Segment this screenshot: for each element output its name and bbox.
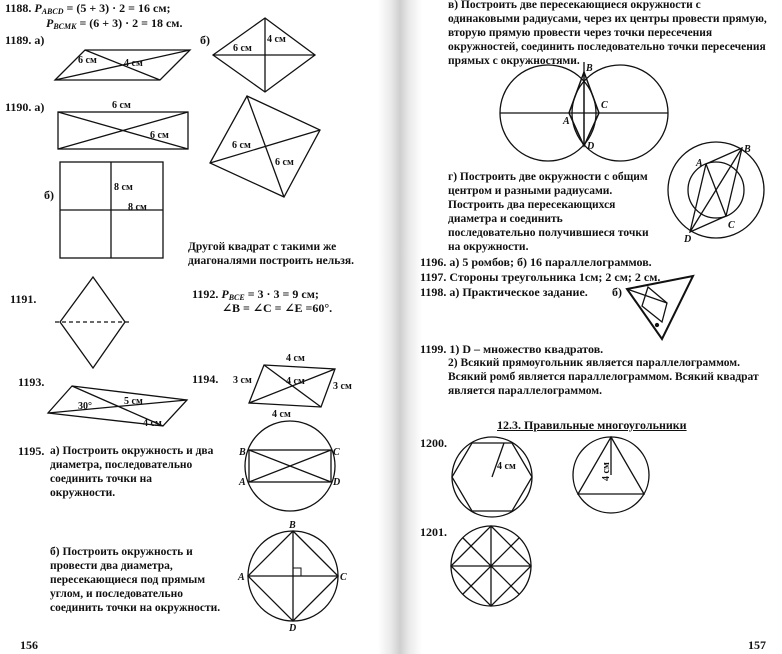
label-1194-diag: 4 см [286, 376, 305, 387]
point-C: C [340, 572, 347, 583]
fig-1200-triangle [573, 437, 649, 513]
label-1193-5cm: 5 см [124, 396, 143, 407]
problem-1190-note: Другой квадрат с такими же диагоналями построить нельзя. [188, 241, 354, 267]
perimeter-symbol: P [34, 1, 42, 15]
point-A: A [238, 572, 245, 583]
problem-1196: 1196. а) 5 ромбов; б) 16 параллелограммов. [420, 255, 652, 269]
label-1189b-4cm: 4 см [267, 34, 286, 45]
page-number-right: 157 [748, 638, 766, 652]
fig-1195b-circle-square [237, 520, 347, 634]
label-1194-top: 4 см [286, 353, 305, 364]
problem-1189-b-label: б) [200, 33, 210, 47]
problem-1195-b-text: б) Построить окружность и провести два диаметра, пересекающиеся под прямым углом, и последовательно соединить точки на окружности. [50, 546, 221, 614]
label-1193-angle: 30° [78, 401, 92, 412]
formula-text: = (6 + 3) · 2 = 18 см. [79, 16, 183, 30]
fig-1189b-rhombus [213, 18, 315, 92]
problem-number: 1188. [5, 1, 32, 15]
problem-1199: 1199. 1) D – множество квадратов. [420, 342, 604, 356]
problem-1193-number: 1193. [18, 375, 45, 389]
problem-1195-g-text: г) Построить две окружности с общим центром и разными радиусами. Построить два пересекающихся диаметра и соединить последовательно получившиеся точки на окружности. [448, 171, 649, 253]
fig-1190b-square [60, 162, 163, 258]
label-1190a-diag: 6 см [150, 130, 169, 141]
problem-1201-number: 1201. [420, 525, 447, 539]
fig-1198b-triangle [627, 276, 693, 339]
label-1194-right: 3 см [333, 381, 352, 392]
label-1190a-top: 6 см [112, 100, 131, 111]
point-B: B [586, 63, 593, 74]
label-1189b-6cm: 6 см [233, 43, 252, 54]
point-C: C [728, 220, 735, 231]
problem-1198: 1198. а) Практическое задание. [420, 285, 588, 299]
label-1190b-8cm-a: 8 см [114, 182, 133, 193]
point-D: D [587, 141, 595, 152]
fig-1195g-concentric-circles [668, 142, 764, 245]
label-1200-tri: 4 см [601, 462, 612, 481]
label-1189a-6cm: 6 см [78, 55, 97, 66]
fig-1201-octagon-construction [451, 526, 531, 606]
problem-1195-a-text: а) Построить окружность и два диаметра, последовательно соединить точки на окружности. [50, 445, 214, 499]
problem-1200-number: 1200. [420, 436, 447, 450]
point-B: B [744, 144, 751, 155]
label-1190b-8cm-b: 8 см [128, 202, 147, 213]
point-D: D [289, 623, 297, 634]
section-title: 12.3. Правильные многоугольники [497, 418, 687, 432]
fig-1191-rhombus [55, 277, 130, 368]
problem-1192-angles: ∠B = ∠C = ∠E =60°. [222, 301, 333, 315]
point-D: D [333, 477, 341, 488]
label-1200-hex: 4 см [497, 461, 516, 472]
perimeter-subscript: BCMK [53, 22, 77, 31]
perimeter-subscript: ABCD [41, 7, 64, 16]
problem-1197: 1197. Стороны треугольника 1см; 2 см; 2 см. [420, 270, 661, 284]
problem-1189-number: 1189. а) [5, 33, 45, 47]
fig-1193-parallelogram [48, 386, 187, 429]
point-B: B [239, 447, 246, 458]
problem-1192: 1192. $P_{BCE} = 3 \cdot 3 = 9$ см; [192, 287, 319, 302]
problem-1198-b-label: б) [612, 285, 622, 299]
problem-1195-v-text: в) Построить две пересекающиеся окружности с одинаковыми радиусами, через их центры провести прямую, вторую прямую провести через точки пересечения окружностей, соединить последовательно точки пересечения прямых с окружностями. [448, 0, 767, 67]
label-1193-4cm: 4 см [143, 418, 162, 429]
problem-1191-number: 1191. [10, 292, 37, 306]
perimeter-symbol: P [46, 16, 54, 30]
label-square-6cm-b: 6 см [275, 157, 294, 168]
problem-1190-b-label: б) [44, 188, 54, 202]
fig-1189a-parallelogram [55, 50, 190, 80]
point-A: A [239, 477, 246, 488]
point-C: C [333, 447, 340, 458]
formula-text: = (5 + 3) · 2 = 16 см; [66, 1, 171, 15]
fig-1195v-two-circles [500, 62, 668, 161]
point-A: A [696, 158, 703, 169]
page-number-left: 156 [20, 638, 38, 652]
point-C: C [601, 100, 608, 111]
fig-1200-hexagon [452, 437, 532, 517]
problem-1190-number: 1190. а) [5, 100, 45, 114]
label-1189a-4cm: 4 см [124, 58, 143, 69]
point-B: B [289, 520, 296, 531]
label-1194-left: 3 см [233, 375, 252, 386]
fig-1190-square-rotated [210, 96, 320, 197]
problem-1194-number: 1194. [192, 372, 219, 386]
fig-1190a-rectangle [58, 100, 188, 149]
problem-1195-number: 1195. [18, 444, 45, 458]
fig-1194-parallelogram [233, 353, 352, 420]
point-A: A [563, 116, 570, 127]
label-square-6cm-a: 6 см [232, 140, 251, 151]
fig-1195a-circle-rectangle [238, 421, 340, 511]
point-D: D [684, 234, 692, 245]
problem-1199-line2: 2) Всякий прямоугольник является параллелограммом. Всякий ромб является параллелограммом. Всякий квадрат является параллелограммом. [448, 357, 759, 397]
label-1194-bottom: 4 см [272, 409, 291, 420]
